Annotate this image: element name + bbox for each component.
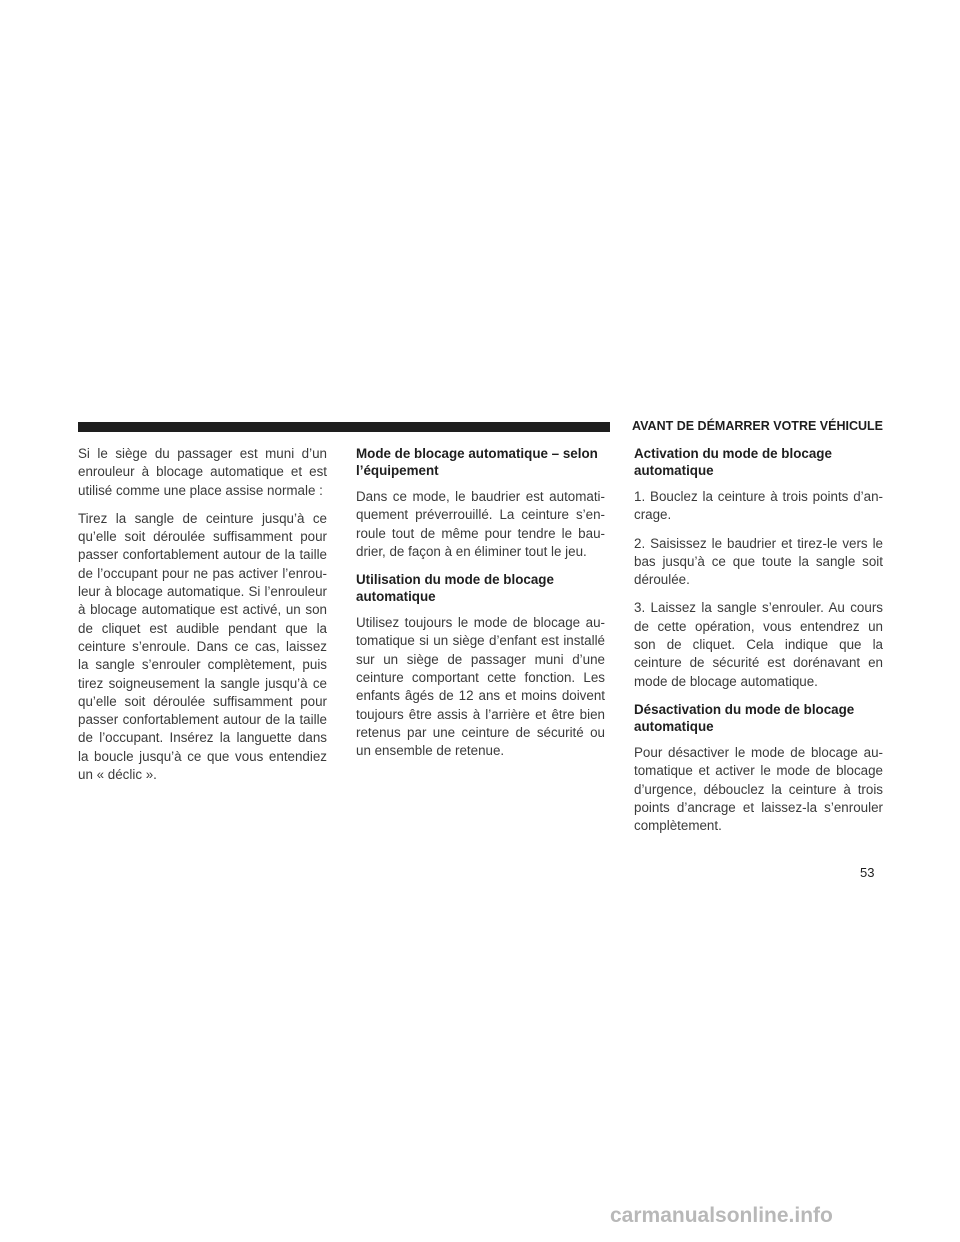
heading-auto-lock-mode: Mode de blocage automatique – selon l’équipement <box>356 446 598 478</box>
text-column-1 <box>78 445 327 794</box>
heading-deactivation: Désactivation du mode de blocage automatique <box>634 701 855 734</box>
instruction-paragraph: Tirez la sangle de ceinture jusqu’à ce qu’elle soit déroulée suffisamment pour passer confortablement autour de la taille de l’occupant pour ne pas activer l’enrouleur à blocage automatique. Si l’enrouleur à blocage automatique est activé, un son de cliquet est audible pendant que la ceinture s’enroule. Dans ce cas, laissez la sangle s’enrouler complètement, puis tirez soigneusement la sangle jusqu’à ce qu’elle soit déroulée suffisamment pour passer confortablement autour de la taille de l’occupant. Insérez la languette dans la boucle jusqu’à ce que vous entendiez un « déclic ». <box>78 510 327 783</box>
page-number: 53 <box>860 865 875 880</box>
heading-activation: Activation du mode de blocage automatique <box>634 446 832 478</box>
heading-using-auto-lock: Utilisation du mode de blocage automatique <box>356 572 554 605</box>
auto-lock-description: Dans ce mode, le baudrier est automatiquement préverrouillé. La ceinture s’enroule tout de même pour tendre le baudrier, de façon à en éliminer tout le jeu. <box>356 489 605 559</box>
section-header-bar <box>78 422 610 432</box>
watermark: carmanualsonline.info <box>610 1204 833 1227</box>
using-auto-lock-paragraph: Utilisez toujours le mode de blocage automatique si un siège d’enfant est installé sur un siège de passager muni d’une ceinture comportant cette fonction. Les enfants âgés de 12 ans et moins doivent toujours être assis à l’arrière et être bien retenus par une ceinture de sécurité ou un ensemble de retenue. <box>356 615 605 759</box>
activation-step-2: 2. Saisissez le baudrier et tirez-le vers le bas jusqu’à ce que toute la sangle soit déroulée. <box>634 535 883 588</box>
activation-step-1: 1. Bouclez la ceinture à trois points d’ancrage. <box>634 489 883 523</box>
text-column-3 <box>634 445 883 845</box>
section-title: AVANT DE DÉMARRER VOTRE VÉHICULE <box>632 419 883 433</box>
intro-paragraph: Si le siège du passager est muni d’un enrouleur à blocage automatique et est utilisé comme une place assise normale : <box>78 446 327 498</box>
text-column-2 <box>356 445 605 771</box>
deactivation-paragraph: Pour désactiver le mode de blocage automatique et activer le mode de blocage d’urgence, débouclez la ceinture à trois points d’ancrage et laissez-la s’enrouler complètement. <box>634 744 883 834</box>
activation-step-3: 3. Laissez la sangle s’enrouler. Au cours de cette opération, vous entendrez un son de cliquet. Cela indique que la ceinture de sécurité est dorénavant en mode de blocage automatique. <box>634 600 883 689</box>
